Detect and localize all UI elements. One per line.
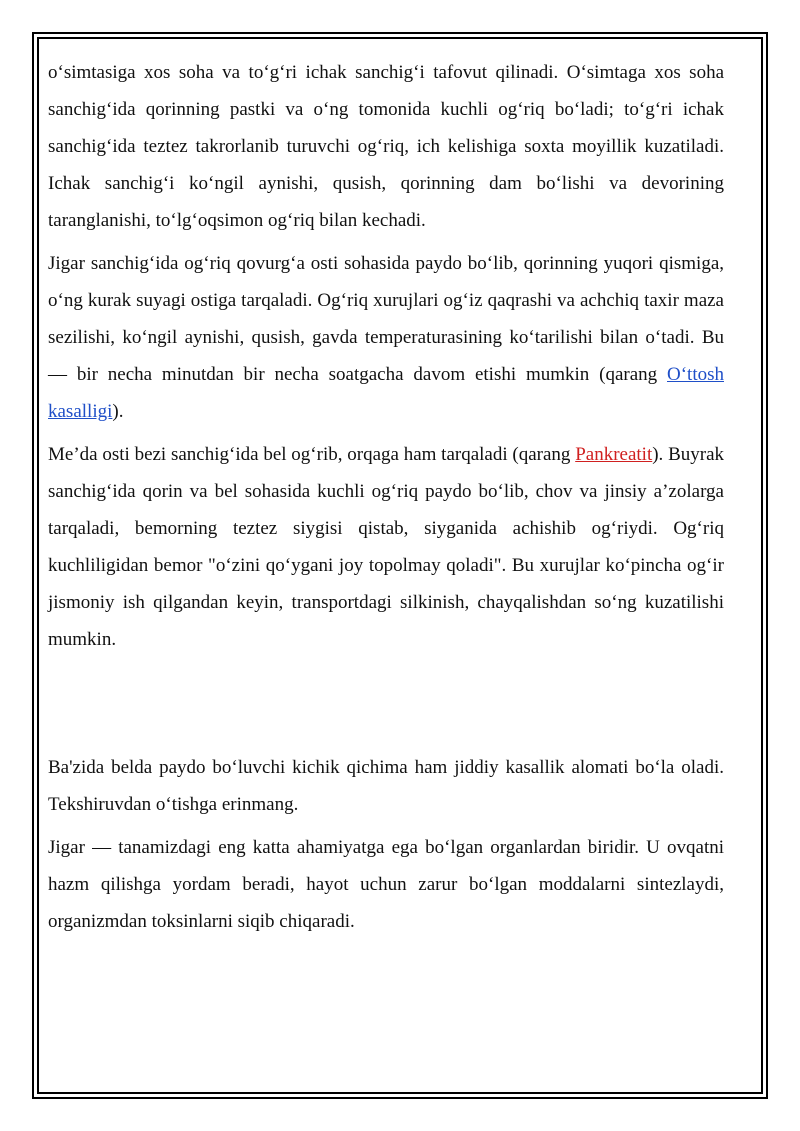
paragraph-back-itch: Ba'zida belda paydo bo‘luvchi kichik qichima ham jiddiy kasallik alomati bo‘la oladi. Tekshiruvdan o‘tishga erinmang. bbox=[48, 757, 724, 815]
paragraph-liver-colic-text: Jigar sanchig‘ida og‘riq qovurg‘a osti sohasida paydo bo‘lib, qorinning yuqori qismiga, o‘ng kurak suyagi ostiga tarqaladi. Og‘riq xurujlari og‘iz qaqrashi va achchiq taxir maza sezilishi, ko‘ngil aynishi, qusish, gavda temperaturasining ko‘tarilishi bilan o‘tadi. Bu — bir necha minutdan bir necha soatgacha davom etishi mumkin (qarang bbox=[48, 253, 724, 385]
paragraph-liver-function: Jigar — tanamizdagi eng katta ahamiyatga ega bo‘lgan organlardan biridir. U ovqatni hazm qilishga yordam beradi, hayot uchun zarur bo‘lgan moddalarni sintezlaydi, organizmdan toksinlarni siqib chiqaradi. bbox=[48, 837, 724, 932]
link-gallstone-disease[interactable]: O‘ttosh kasalligi bbox=[48, 364, 724, 422]
paragraph-liver-colic-end: ). bbox=[112, 401, 124, 422]
paragraph-kidney-text: ). Buyrak sanchig‘ida qorin va bel sohasida kuchli og‘riq paydo bo‘lib, chov va jinsiy a’zolarga tarqaladi, bemorning teztez siygisi qistab, siyganida achishib og‘riydi. Og‘riq kuchliligidan bemor "o‘zini qo‘ygani joy topolmay qoladi". Bu xurujlar ko‘pincha og‘ir jismoniy ish qilgandan keyin, transportdagi silkinish, chayqalishdan so‘ng kuzatilishi mumkin. bbox=[48, 444, 725, 650]
blank-space bbox=[48, 664, 724, 749]
paragraph-pancreas-kidney-colic bbox=[48, 436, 724, 658]
paragraph-liver-colic bbox=[48, 245, 724, 430]
document-body bbox=[48, 54, 724, 946]
paragraph-intestinal-colic: o‘simtasiga xos soha va to‘g‘ri ichak sanchig‘i tafovut qilinadi. O‘simtaga xos soha sanchig‘ida qorinning pastki va o‘ng tomonida kuchli og‘riq bo‘ladi; to‘g‘ri ichak sanchig‘ida teztez takrorlanib turuvchi og‘riq, ich kelishiga soxta moyillik kuzatiladi. Ichak sanchig‘i ko‘ngil aynishi, qusish, qorinning dam bo‘lishi va devorining taranglanishi, to‘lg‘oqsimon og‘riq bilan kechadi. bbox=[48, 62, 724, 231]
paragraph-pancreas-text: Me’da osti bezi sanchig‘ida bel og‘rib, orqaga ham tarqaladi (qarang bbox=[48, 444, 576, 465]
link-pancreatitis[interactable]: Pankreatit bbox=[575, 444, 653, 465]
